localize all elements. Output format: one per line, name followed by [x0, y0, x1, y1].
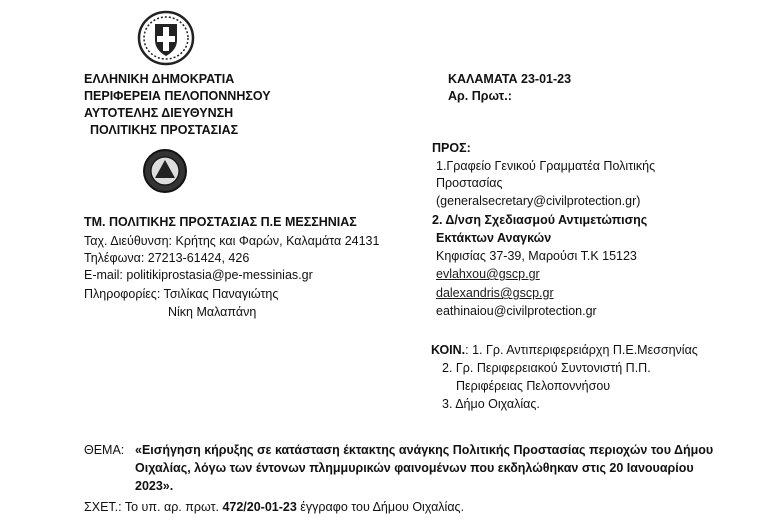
- sender-info: Πληροφορίες: Τσιλίκας Παναγιώτης: [84, 287, 279, 301]
- sender-info-2: Νίκη Μαλαπάνη: [168, 305, 257, 319]
- org-line-2: ΠΕΡΙΦΕΡΕΙΑ ΠΕΛΟΠΟΝΝΗΣΟΥ: [84, 89, 271, 103]
- cc-line-2: 2. Γρ. Περιφερειακού Συντονιστή Π.Π.: [442, 361, 651, 375]
- recipient-2-line-2: Εκτάκτων Αναγκών: [436, 231, 552, 245]
- sender-phone: Τηλέφωνα: 27213-61424, 426: [84, 251, 250, 265]
- recipient-email-link-1[interactable]: evlahxou@gscp.gr: [436, 267, 540, 281]
- reference-pre: Το υπ. αρ. πρωτ.: [124, 500, 223, 514]
- recipient-email-3: eathinaiou@civilprotection.gr: [436, 304, 597, 318]
- org-line-4: ΠΟΛΙΤΙΚΗΣ ΠΡΟΣΤΑΣΙΑΣ: [90, 123, 239, 137]
- recipient-2-line-3: Κηφισίας 37-39, Μαρούσι Τ.Κ 15123: [436, 249, 637, 263]
- subject-line-3: 2023».: [135, 479, 174, 493]
- place-date: ΚΑΛΑΜΑΤΑ 23-01-23: [448, 72, 572, 86]
- cc-label: ΚΟΙΝ.: [431, 343, 466, 357]
- cc-item-1: : 1. Γρ. Αντιπεριφερειάρχη Π.Ε.Μεσσηνίας: [465, 343, 698, 357]
- subject-label: ΘΕΜΑ:: [84, 443, 125, 457]
- sender-email: E-mail: politikiprostasia@pe-messinias.gr: [84, 268, 313, 282]
- recipient-email-link-2[interactable]: dalexandris@gscp.gr: [436, 286, 554, 300]
- org-line-1: ΕΛΛΗΝΙΚΗ ΔΗΜΟΚΡΑΤΙΑ: [84, 72, 235, 86]
- cc-line-1: [431, 343, 698, 357]
- reference-number: 472/20-01-23: [222, 500, 297, 514]
- to-label: ΠΡΟΣ:: [432, 141, 471, 155]
- recipient-1-line-3: (generalsecretary@civilprotection.gr): [436, 194, 641, 208]
- reference-label: ΣΧΕΤ.:: [84, 500, 122, 514]
- reference-line: [84, 500, 464, 514]
- sender-department: ΤΜ. ΠΟΛΙΤΙΚΗΣ ΠΡΟΣΤΑΣΙΑΣ Π.Ε ΜΕΣΣΗΝΙΑΣ: [84, 215, 357, 229]
- civil-protection-emblem-icon: [142, 148, 188, 194]
- recipient-1-line-1: 1.Γραφείο Γενικού Γραμματέα Πολιτικής: [436, 159, 656, 173]
- protocol-label: Αρ. Πρωτ.:: [448, 89, 512, 103]
- greek-emblem-icon: [137, 10, 195, 66]
- sender-address: Ταχ. Διεύθυνση: Κρήτης και Φαρών, Καλαμάτα 24131: [84, 234, 380, 248]
- subject-line-2: Οιχαλίας, λόγω των έντονων πλημμυρικών φαινομένων που εκδηλώθηκαν στις 20 Ιανουαρίου: [135, 461, 694, 475]
- org-line-3: ΑΥΤΟΤΕΛΗΣ ΔΙΕΥΘΥΝΣΗ: [84, 106, 234, 120]
- cc-line-3: Περιφέρειας Πελοποννήσου: [456, 379, 611, 393]
- reference-post: έγγραφο του Δήμου Οιχαλίας.: [296, 500, 465, 514]
- subject-line-1: «Εισήγηση κήρυξης σε κατάσταση έκτακτης ανάγκης Πολιτικής Προστασίας περιοχών του Δήμου: [135, 443, 714, 457]
- cc-line-4: 3. Δήμο Οιχαλίας.: [442, 397, 540, 411]
- recipient-2-line-1: 2. Δ/νση Σχεδιασμού Αντιμετώπισης: [432, 213, 648, 227]
- recipient-1-line-2: Προστασίας: [436, 176, 503, 190]
